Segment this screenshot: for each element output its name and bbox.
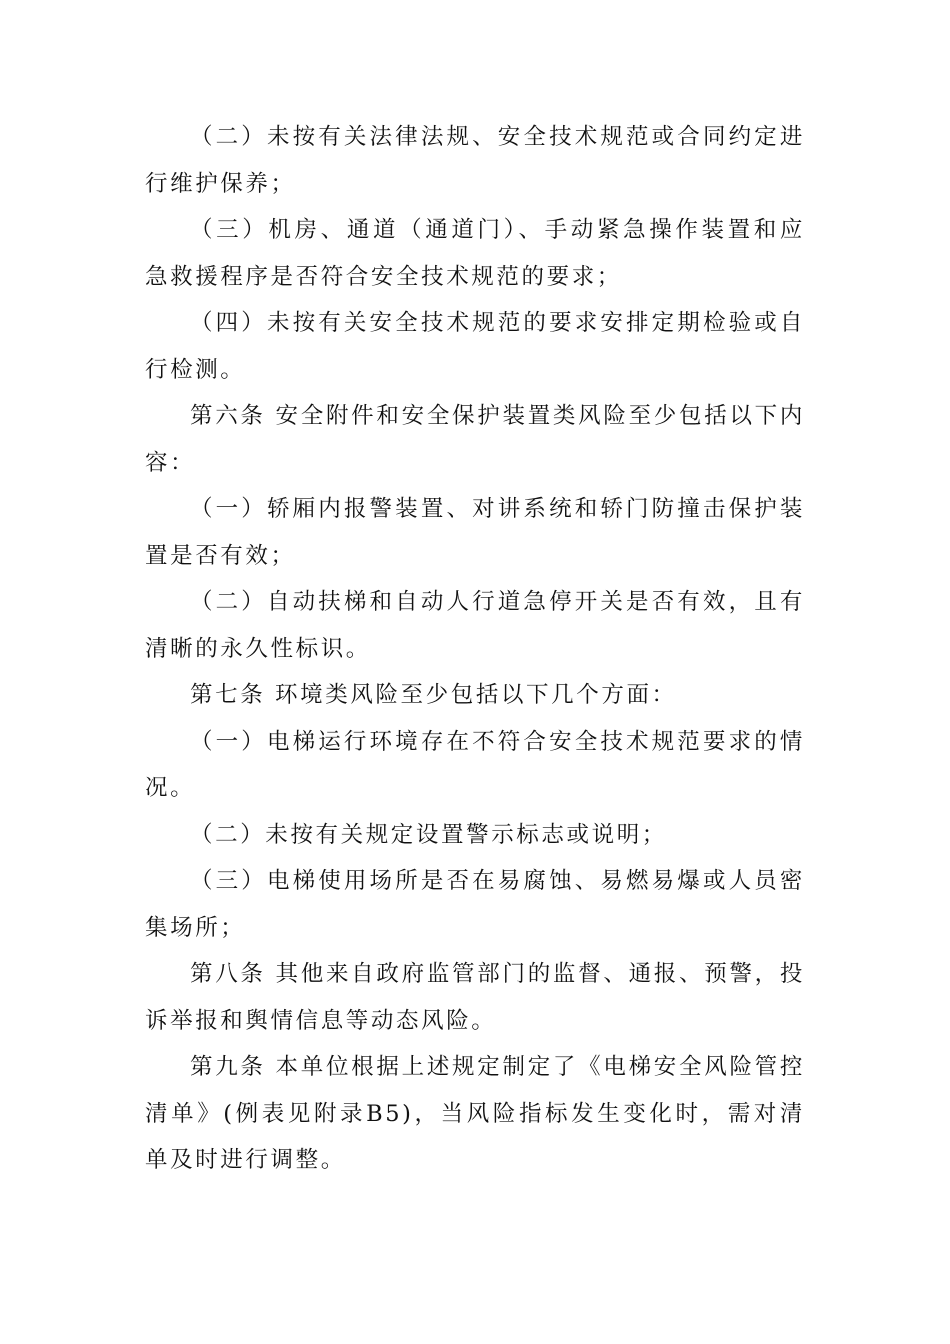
paragraph-site-hazard: （三）电梯使用场所是否在易腐蚀、易燃易爆或人员密集场所； bbox=[145, 868, 805, 941]
paragraph-inspection: （四）未按有关安全技术规范的要求安排定期检验或自行检测。 bbox=[145, 310, 805, 383]
paragraph-article-6: 第六条 安全附件和安全保护装置类风险至少包括以下内容： bbox=[145, 403, 805, 476]
paragraph-article-9: 第九条 本单位根据上述规定制定了《电梯安全风险管控清单》(例表见附录B5)，当风险指标发生变化时，需对清单及时进行调整。 bbox=[145, 1054, 805, 1173]
paragraph-alarm-device: （一）轿厢内报警装置、对讲系统和轿门防撞击保护装置是否有效； bbox=[145, 496, 805, 569]
paragraph-maintenance: （二）未按有关法律法规、安全技术规范或合同约定进行维护保养； bbox=[145, 124, 805, 197]
paragraph-article-7: 第七条 环境类风险至少包括以下几个方面： bbox=[190, 682, 677, 708]
paragraph-escalator-stop: （二）自动扶梯和自动人行道急停开关是否有效，且有清晰的永久性标识。 bbox=[145, 589, 805, 662]
paragraph-environment: （一）电梯运行环境存在不符合安全技术规范要求的情况。 bbox=[145, 728, 805, 801]
paragraph-article-8: 第八条 其他来自政府监管部门的监督、通报、预警，投诉举报和舆情信息等动态风险。 bbox=[145, 961, 805, 1034]
paragraph-warning-signs: （二）未按有关规定设置警示标志或说明； bbox=[190, 821, 667, 848]
document-body bbox=[145, 114, 805, 1184]
paragraph-machine-room: （三）机房、通道（通道门）、手动紧急操作装置和应急救援程序是否符合安全技术规范的要求； bbox=[145, 217, 805, 290]
